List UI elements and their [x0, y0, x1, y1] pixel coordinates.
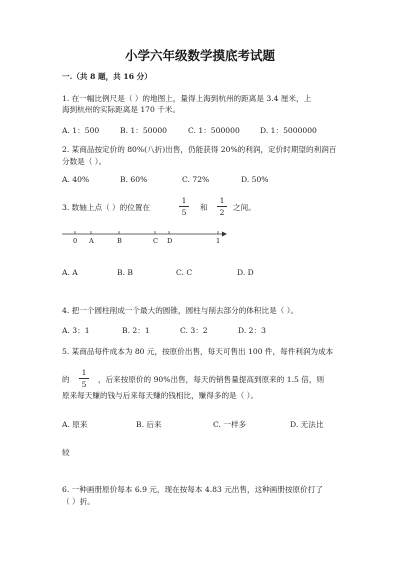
question-4-option-a[interactable]: A. 3：1	[62, 326, 90, 335]
fraction-denominator: 5	[81, 380, 87, 389]
number-line-arrow-icon	[222, 232, 227, 237]
fraction-bar	[79, 378, 89, 379]
question-4-option-b[interactable]: B. 2：1	[122, 326, 150, 335]
question-3-option-b[interactable]: B. B	[117, 268, 133, 277]
label-c: C	[153, 237, 159, 245]
question-6-line-2: （ ）折。	[62, 497, 95, 506]
label-a: A	[89, 237, 94, 245]
question-2-line-1: 2. 某商品按定价的 80%(八折)出售，仍能获得 20%的利润，定价时期望的利润百	[62, 145, 337, 154]
question-1-option-d[interactable]: D. 1：5000000	[260, 126, 317, 135]
question-3-suffix: 之间。	[233, 203, 256, 212]
question-5-option-b[interactable]: B. 后来	[136, 420, 162, 429]
question-2-option-c[interactable]: C. 72%	[182, 175, 210, 184]
question-3-prefix: 3. 数轴上点（ ）的位置在	[62, 203, 151, 212]
question-4-line-1: 4. 把一个圆柱削成一个最大的圆锥，圆柱与削去部分的体积比是（ ）。	[62, 306, 299, 315]
question-2-option-a[interactable]: A. 40%	[62, 175, 90, 184]
question-3-option-d[interactable]: D. D	[237, 268, 254, 277]
page-title: 小学六年级数学摸底考试题	[124, 48, 275, 63]
question-3-option-a[interactable]: A. A	[62, 268, 78, 277]
question-2-option-b[interactable]: B. 60%	[120, 175, 148, 184]
question-5-option-d[interactable]: D. 无法比	[290, 420, 324, 429]
fraction-numerator: 1	[219, 196, 225, 205]
section-heading: 一.（共 8 题，共 16 分）	[62, 72, 152, 81]
question-1-option-b[interactable]: B. 1：50000	[120, 126, 167, 135]
question-1-line-2: 海到杭州的实际距离是 170 千米。	[62, 105, 181, 114]
question-3-option-c[interactable]: C. C	[176, 268, 193, 277]
fraction-one-fifth	[78, 368, 90, 389]
question-4-option-d[interactable]: D. 2：3	[238, 326, 266, 335]
label-d: D	[167, 237, 173, 245]
fraction-numerator: 1	[81, 368, 87, 377]
question-5-line-2-pre: 的	[62, 375, 70, 384]
fraction-numerator: 1	[181, 196, 187, 205]
question-1-option-a[interactable]: A. 1：500	[62, 126, 100, 135]
question-5-line-1: 5. 某商品每件成本为 80 元，按原价出售，每天可售出 100 件，每件利润为成本	[62, 347, 334, 356]
question-5-option-c[interactable]: C. 一样多	[213, 420, 247, 429]
question-1-line-1: 1. 在一幅比例尺是（ ）的地图上，量得上海到杭州的距离是 3.4 厘米，上	[62, 94, 312, 103]
label-b: B	[117, 237, 122, 245]
question-2-option-d[interactable]: D. 50%	[241, 175, 269, 184]
question-3-and: 和	[200, 203, 208, 212]
question-6-line-1: 6. 一种画册原价每本 6.9 元，现在按每本 4.83 元出售，这种画册按原价打了	[62, 485, 323, 494]
label-0: 0	[73, 237, 78, 245]
question-5-option-d-wrap: 较	[62, 448, 70, 457]
question-5-option-a[interactable]: A. 原来	[62, 420, 88, 429]
fraction-denominator: 2	[219, 208, 225, 217]
question-2-line-2: 分数是（ ）。	[62, 157, 107, 166]
fraction-denominator: 5	[181, 208, 187, 217]
question-5-line-3: 原来每天赚的钱与后来每天赚的钱相比，赚得多的是（ ）。	[62, 391, 259, 400]
label-1: 1	[216, 237, 221, 245]
question-5-line-2-post: ，后来按原价的 90%出售，每天的销售量提高到原来的 1.5 倍，则	[98, 375, 325, 384]
question-1-option-c[interactable]: C. 1：500000	[188, 126, 240, 135]
question-4-option-c[interactable]: C. 3：2	[180, 326, 208, 335]
